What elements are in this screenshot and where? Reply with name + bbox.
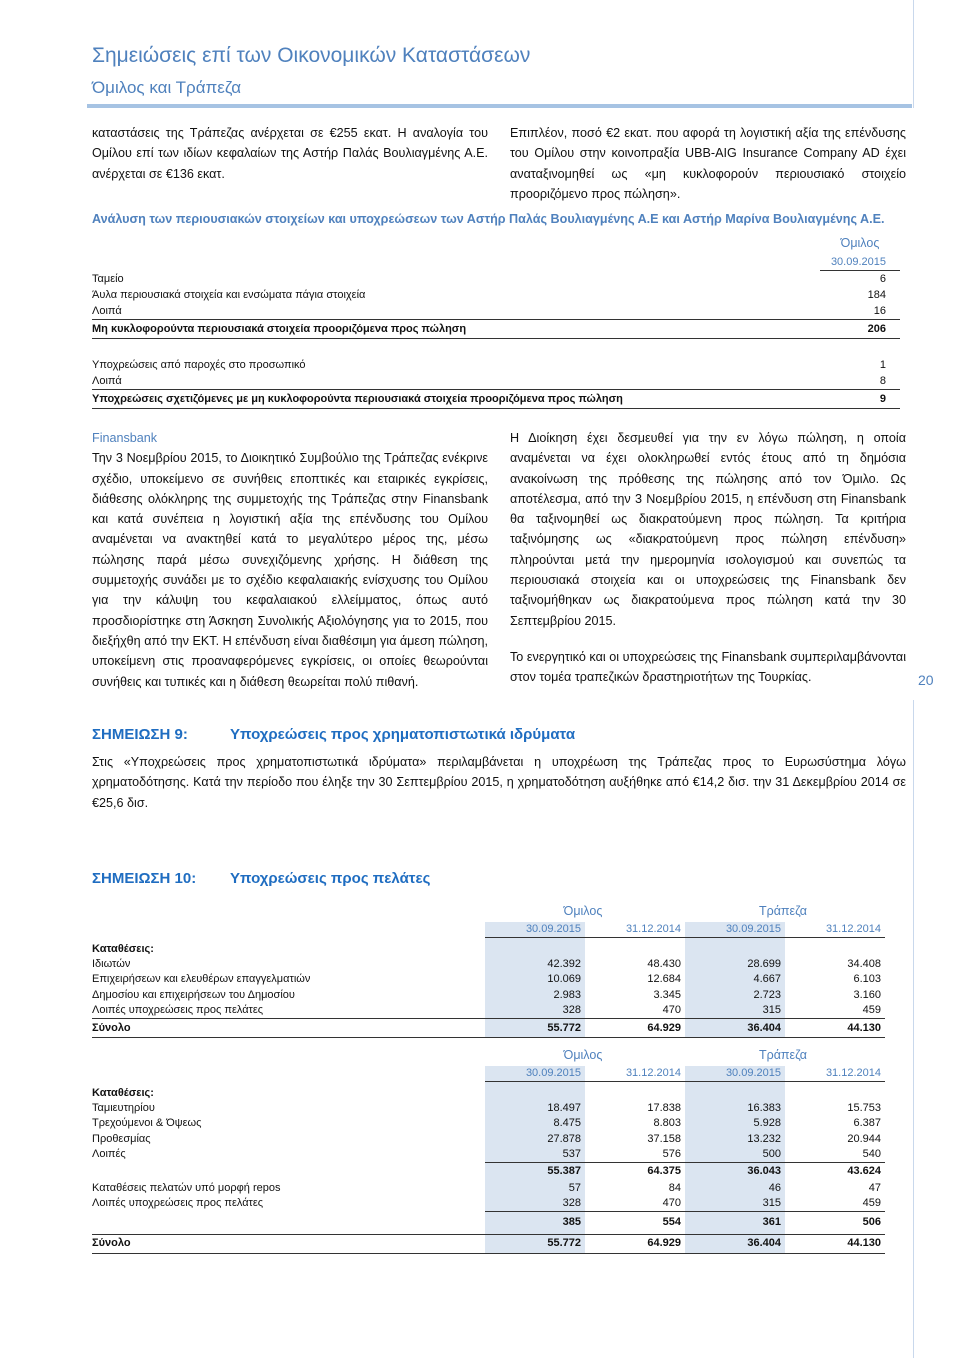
finansbank-paragraph: Την 3 Νοεμβρίου 2015, το Διοικητικό Συμβούλιο της Τράπεζας ενέκρινε σχέδιο, υποκείμενο σε συνήθεις εποπτικές και εταιρικές εγκρίσεις, διάθεσης ολόκληρης της συμμετοχής της Τράπεζας στην Finansbank και κατά συνέπεια η λογιστική αξία της επένδυσης του Ομίλου αναμένεται να ανακτηθεί κατά το μεγαλύτερο μέρος της, μέσω πώλησης παρά μέσω συνεχιζόμενης χρήσης. Η διάθεση της συμμετοχής συνάδει με το σχέδιο κεφαλαιακής ενίσχυσης του Ομίλου για την κάλυψη του κεφαλαιακού ελλείμματος, όπως αυτό προσδιορίστηκε στη Άσκηση Συνολικής Αξιολόγησης για το 2015, που διεξήχθη από την ΕΚΤ. Η επένδυση είναι διαθέσιμη για άμεση πώληση, υποκείμενη στις προαναφερόμενες εγκρίσεις, οι οποίες θεωρούνται συνήθεις και τυπικές και η διάθεση θεωρείται πολύ πιθανή. — [92, 451, 488, 689]
column-date: 31.12.2014 — [585, 1066, 685, 1082]
table-row: Λοιπά 16 — [92, 305, 886, 317]
section-label: Καταθέσεις: — [92, 942, 154, 955]
table-total-row: Σύνολο 55.772 64.929 36.404 44.130 — [92, 1019, 885, 1038]
group-header: Όμιλος — [563, 904, 603, 919]
column-date: 30.09.2015 — [685, 1066, 785, 1082]
column-group-label: Όμιλος — [840, 236, 880, 250]
table-row: Λοιπές υποχρεώσεις προς πελάτες 328 470 315 459 — [92, 1003, 885, 1019]
column-date: 31.12.2014 — [785, 922, 885, 938]
note9-number: ΣΗΜΕΙΩΣΗ 9: — [92, 726, 188, 743]
table-row: Δημοσίου και επιχειρήσεων του Δημοσίου 2.983 3.345 2.723 3.160 — [92, 988, 885, 1003]
note10-title: Υποχρεώσεις προς πελάτες — [230, 870, 431, 887]
table-row: Λοιπά 8 — [92, 375, 886, 387]
column-date: 30.09.2015 — [485, 922, 585, 938]
deposits-table-2 — [92, 1046, 885, 1254]
section-label: Καταθέσεις: — [92, 1086, 154, 1099]
table-row: Ιδιωτών 42.392 48.430 28.699 34.408 — [92, 957, 885, 972]
table-total-row: Μη κυκλοφορούντα περιουσιακά στοιχεία προοριζόμενα προς πώληση 206 — [92, 320, 900, 339]
finansbank-heading: Finansbank — [92, 431, 158, 445]
table-subtotal-row: 55.387 64.375 36.043 43.624 — [92, 1163, 885, 1181]
column-date: 30.09.2015 — [820, 254, 900, 271]
analysis-table — [92, 232, 900, 409]
finansbank-paragraph: Το ενεργητικό και οι υποχρεώσεις της Finansbank συμπεριλαμβάνονται στον τομέα τραπεζικών δραστηριοτήτων της Τουρκίας. — [510, 649, 906, 685]
bank-header: Τράπεζα — [758, 1048, 808, 1063]
finansbank-paragraph: Η Διοίκηση έχει δεσμευθεί για την εν λόγω πώληση, η οποία αναμένεται να έχει ολοκληρωθεί εντός έτους από τη δημόσια ανακοίνωση της πρόθεσης της πώλησης από τον Όμιλο. Ως αποτέλεσμα, από την 3 Νοεμβρίου 2015, η επένδυση στη Finansbank θα ταξινομηθεί ως διακρατούμενη προς πώληση. Τα κριτήρια ταξινόμησης ως «διακρατούμενη προς πώληση επένδυση» πληρούνται μετά την ημερομηνία ισολογισμού και συνεπώς τα περιουσιακά στοιχεία και οι υποχρεώσεις της Finansbank δεν ταξινομήθηκαν ως διακρατούμενα προς πώληση κατά την 30 Σεπτεμβρίου 2015. — [510, 431, 906, 628]
group-header: Όμιλος — [563, 1048, 603, 1063]
finansbank-right-column — [510, 428, 906, 688]
column-date: 31.12.2014 — [585, 922, 685, 938]
table-row: Ταμείο 6 — [92, 272, 886, 285]
analysis-title: Ανάλυση των περιουσιακών στοιχείων και υποχρεώσεων των Αστήρ Παλάς Βουλιαγμένης Α.Ε και Αστήρ Μαρίνα Βουλιαγμένης Α.Ε. — [92, 212, 885, 226]
table-row: Λοιπές υποχρεώσεις προς πελάτες 328 470 315 459 — [92, 1196, 885, 1212]
table-subtotal-row: 385 554 361 506 — [92, 1212, 885, 1235]
margin-rule — [913, 0, 914, 108]
table-row: Λοιπές 537 576 500 540 — [92, 1147, 885, 1163]
page-number: 20 — [918, 672, 934, 688]
paragraph-top-left: καταστάσεις της Τράπεζας ανέρχεται σε €255 εκατ. Η αναλογία του Ομίλου επί των ιδίων κεφαλαίων της Αστήρ Παλάς Βουλιαγμένης Α.Ε. ανέρχεται σε €136 εκατ. — [92, 126, 488, 181]
header-divider — [87, 104, 912, 108]
margin-rule — [913, 700, 914, 1358]
column-date: 30.09.2015 — [485, 1066, 585, 1082]
note9-title: Υποχρεώσεις προς χρηματοπιστωτικά ιδρύματα — [230, 726, 576, 743]
paragraph-top-right: Επιπλέον, ποσό €2 εκατ. που αφορά τη λογιστική αξία της επένδυσης του Ομίλου στην κοινοπραξία UBB-AIG Insurance Company AD έχει αναταξινομηθεί ως «μη κυκλοφορούν περιουσιακό στοιχείο προοριζόμενο προς πώληση». — [510, 126, 906, 201]
bank-header: Τράπεζα — [758, 904, 808, 919]
page-subtitle: Όμιλος και Τράπεζα — [92, 78, 242, 97]
table-row: Τρεχούμενοι & Όψεως 8.475 8.803 5.928 6.387 — [92, 1116, 885, 1131]
table-row: Προθεσμίας 27.878 37.158 13.232 20.944 — [92, 1132, 885, 1147]
table-row: Επιχειρήσεων και ελευθέρων επαγγελματιών 10.069 12.684 4.667 6.103 — [92, 972, 885, 987]
page-title: Σημειώσεις επί των Οικονομικών Καταστάσεων — [92, 44, 531, 67]
column-date: 30.09.2015 — [685, 922, 785, 938]
table-row: Υποχρεώσεις από παροχές στο προσωπικό 1 — [92, 359, 886, 371]
note9-paragraph: Στις «Υποχρεώσεις προς χρηματοπιστωτικά ιδρύματα» περιλαμβάνεται η υποχρέωση της Τράπεζας προς το Ευρωσύστημα λόγω χρηματοδότησης. Κατά την περίοδο που έληξε την 30 Σεπτεμβρίου 2015, η χρηματοδότηση αυξήθηκε από €14,2 δισ. την 31 Δεκεμβρίου 2014 σε €25,6 δισ. — [92, 755, 906, 810]
table-row: Καταθέσεις πελατών υπό μορφή repos 57 84 46 47 — [92, 1181, 885, 1196]
note10-number: ΣΗΜΕΙΩΣΗ 10: — [92, 870, 197, 887]
column-date: 31.12.2014 — [785, 1066, 885, 1082]
table-total-row: Υποχρεώσεις σχετιζόμενες με μη κυκλοφορούντα περιουσιακά στοιχεία προοριζόμενα προς πώληση 9 — [92, 390, 900, 409]
deposits-table-1 — [92, 902, 885, 1038]
finansbank-left-column — [92, 428, 488, 692]
table-row: Άυλα περιουσιακά στοιχεία και ενσώματα πάγια στοιχεία 184 — [92, 289, 886, 301]
table-total-row: Σύνολο 55.772 64.929 36.404 44.130 — [92, 1234, 885, 1253]
table-row: Ταμιευτηρίου 18.497 17.838 16.383 15.753 — [92, 1101, 885, 1116]
